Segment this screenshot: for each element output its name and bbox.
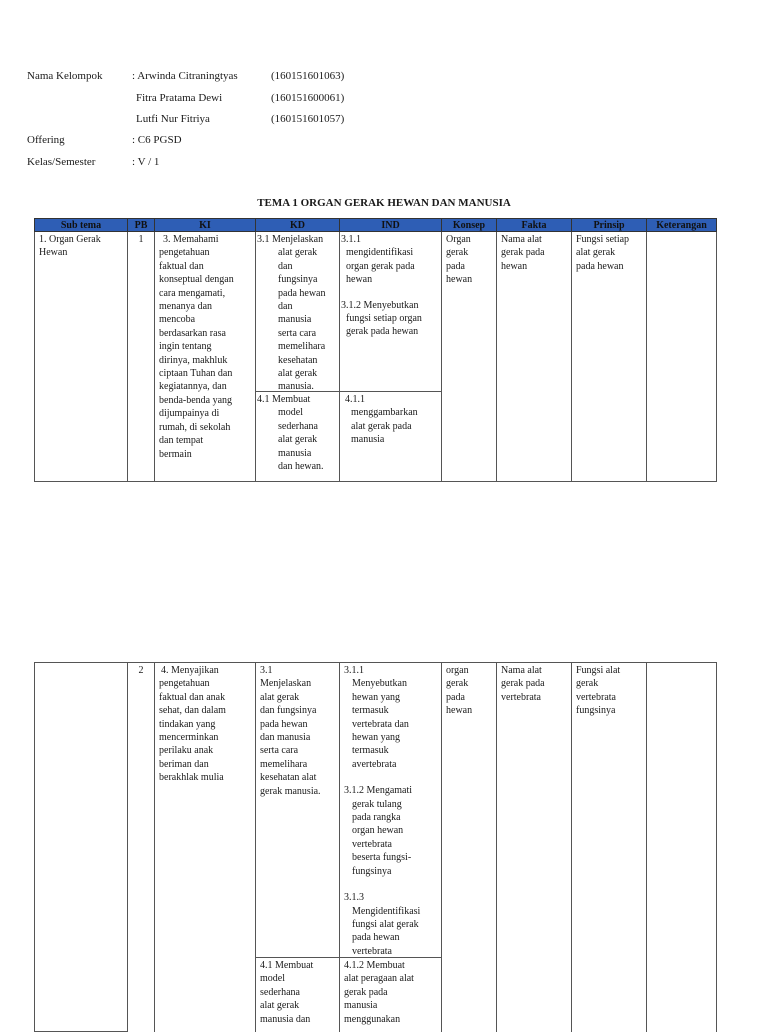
konsep-line: Organ [446,234,471,245]
pb-text: 2 [138,665,144,676]
ki-line: beriman dan [159,758,209,770]
cell-keterangan [647,662,717,1032]
ind-line: menggunakan [344,1013,401,1025]
prinsip-line: gerak [576,678,599,690]
ind-line: 4.1.2 Membuat [344,960,405,971]
header-ind: IND [340,218,442,232]
ind-line: termasuk [352,705,389,717]
header-prinsip: Prinsip [572,218,647,232]
ind-line: alat peragaan alat [344,973,414,985]
cell-kd-3-1 [256,662,340,958]
header-kd: KD [256,218,340,232]
ind-line: gerak pada hewan [346,326,419,338]
cell-ind-4 [340,392,442,482]
kd-line: memelihara [260,758,308,770]
ki-line: mencerminkan [159,732,219,744]
cell-kd-3-1 [256,232,340,392]
subtema-text: 1. Organ Gerak Hewan [39,234,101,259]
ind-line: alat gerak pada [351,420,412,432]
kd-line: manusia [278,447,312,459]
ind-line: organ gerak pada [346,260,415,272]
ki-line: benda-benda yang [159,394,233,406]
ki-line: berdasarkan rasa [159,327,226,339]
kd-line: 3.1 [260,665,273,676]
kd-line: pada hewan [278,287,326,299]
ind-line: termasuk [352,745,389,757]
fakta-line: gerak pada [501,247,545,259]
kd-line: manusia dan [260,1013,311,1025]
member-name: : Arwinda Citraningtyas [132,70,238,82]
header-ki: KI [155,218,256,232]
cell-fakta [497,662,572,1032]
ind-line: gerak tulang [352,798,402,810]
cell-prinsip [572,232,647,482]
ki-line: menanya dan [159,301,213,313]
ind-line: mengidentifikasi [346,247,414,259]
member-nim: (160151600061) [271,92,345,104]
member-name: Fitra Pratama Dewi [136,92,223,104]
ki-line: faktual dan anak [159,691,226,703]
kd-line: dan hewan. [278,461,324,473]
ind-line: pada hewan [352,932,400,944]
kd-line: dan fungsinya [260,705,317,717]
cell-kd-4-1 [256,958,340,1032]
kd-line: serta cara [278,327,317,339]
kd-line: manusia [278,314,312,326]
konsep-line: hewan [446,705,473,717]
offering-label: Offering [27,134,65,146]
offering-value: : C6 PGSD [132,134,182,146]
kd-line: gerak manusia. [260,785,321,797]
kelas-semester-label: Kelas/Semester [27,156,96,168]
ki-line: sehat, dan dalam [159,705,226,717]
prinsip-line: fungsinya [576,705,616,717]
ind-line: Menyebutkan [352,678,407,690]
ind-line: hewan [346,274,373,286]
kd-line: model [260,973,285,985]
ki-line: dijumpainya di [159,408,220,420]
kd-line: 4.1 Membuat [257,394,311,405]
cell-prinsip [572,662,647,1032]
document-title: TEMA 1 ORGAN GERAK HEWAN DAN MANUSIA [257,197,511,209]
ind-line: Mengidentifikasi [352,905,421,917]
ki-line: kegiatannya, dan [159,381,227,393]
kd-line: alat gerak [260,1000,300,1012]
kd-line: manusia. [278,381,314,392]
ind-line: fungsi setiap organ [346,313,422,325]
ind-line: pada rangka [352,812,401,824]
cell-ki [155,232,256,482]
fakta-line: vertebrata [501,691,541,703]
ki-line: ciptaan Tuhan dan [159,368,233,380]
kd-line: Menjelaskan [260,678,312,690]
ind-line: 3.1.3 [344,892,364,904]
ind-line: 3.1.2 Menyebutkan [341,299,419,311]
ki-line: perilaku anak [159,745,214,757]
header-keterangan: Keterangan [647,218,717,232]
prinsip-line: vertebrata [576,691,616,703]
konsep-line: gerak [446,678,469,690]
fakta-line: hewan [501,260,528,272]
kd-line: alat gerak [278,368,318,380]
ind-line: hewan yang [352,691,401,703]
ki-line: mencoba [159,314,196,326]
ki-line: bermain [159,448,192,460]
prinsip-line: alat gerak [576,247,616,259]
ind-line: 3.1.2 Mengamati [344,785,413,797]
kd-line: model [278,407,303,419]
ki-line: pengetahuan [159,678,210,690]
kd-line: dan [278,260,293,272]
cell-konsep [442,232,497,482]
cell-ki [155,662,256,1032]
ind-line: hewan yang [352,732,401,744]
ind-line: vertebrata [352,945,392,957]
ki-line: berakhlak mulia [159,772,224,784]
header-pb: PB [128,218,155,232]
ind-line: 3.1.1 [341,234,361,245]
konsep-line: pada [446,260,465,272]
kd-line: kesehatan [278,354,318,366]
cell-ind-3 [340,232,442,392]
ind-line: menggambarkan [351,407,418,419]
member-nim: (160151601057) [271,113,345,125]
prinsip-line: Fungsi alat [576,665,621,676]
ind-line: gerak pada [344,986,388,998]
cell-keterangan [647,232,717,482]
prinsip-line: pada hewan [576,260,624,272]
ki-line: pengetahuan [159,247,210,259]
ki-line: cara mengamati, [159,287,226,299]
kd-line: alat gerak [278,434,318,446]
kd-line: alat gerak [260,691,300,703]
konsep-line: organ [446,665,469,676]
kd-line: alat gerak [278,247,318,259]
cell-ind-3 [340,662,442,958]
ind-line: vertebrata [352,838,392,850]
fakta-line: Nama alat [501,234,542,245]
ind-line: fungsinya [352,865,392,877]
header-subtema: Sub tema [34,218,128,232]
header-fakta: Fakta [497,218,572,232]
ind-line: organ hewan [352,825,404,837]
kd-line: sederhana [278,420,318,432]
prinsip-line: Fungsi setiap [576,234,630,245]
cell-konsep [442,662,497,1032]
ki-line: konseptual dengan [159,274,234,286]
kd-line: 4.1 Membuat [260,960,314,971]
kd-line: dan manusia [260,732,311,744]
ind-line: vertebrata dan [352,718,409,730]
cell-pb [128,662,155,1032]
fakta-line: gerak pada [501,678,545,690]
kd-line: pada hewan [260,718,308,730]
kd-line: sederhana [260,986,300,998]
kd-line: memelihara [278,341,326,353]
header-konsep: Konsep [442,218,497,232]
member-name: Lutfi Nur Fitriya [136,113,210,125]
ki-line: 3. Memahami [163,234,219,245]
ki-line: dirinya, makhluk [159,354,228,366]
cell-subtema [34,232,128,482]
ind-line: avertebrata [352,758,397,770]
ind-line: manusia [351,434,385,446]
pb-text: 1 [138,234,144,245]
ind-line: fungsi alat gerak [352,918,419,930]
konsep-line: pada [446,691,465,703]
ki-line: 4. Menyajikan [161,665,219,676]
konsep-line: gerak [446,247,469,259]
ind-line: 3.1.1 [344,665,364,676]
ki-line: ingin tentang [159,341,212,353]
ki-line: tindakan yang [159,718,216,730]
kd-line: fungsinya [278,274,318,286]
cell-ind-4 [340,958,442,1032]
nama-kelompok-label: Nama Kelompok [27,70,103,82]
ki-line: faktual dan [159,260,204,272]
cell-kd-4-1 [256,392,340,482]
ki-line: rumah, di sekolah [159,421,231,433]
kd-line: dan [278,301,293,313]
member-nim: (160151601063) [271,70,345,82]
kd-line: serta cara [260,745,299,757]
ind-line: 4.1.1 [345,394,365,405]
kelas-semester-value: : V / 1 [132,156,160,168]
konsep-line: hewan [446,274,473,286]
cell-subtema [34,662,128,1032]
cell-fakta [497,232,572,482]
ind-line: beserta fungsi- [352,852,412,864]
ind-line: manusia [344,1000,378,1012]
fakta-line: Nama alat [501,665,542,676]
ki-line: dan tempat [159,435,204,447]
cell-pb [128,232,155,482]
kd-line: kesehatan alat [260,772,317,784]
kd-line: 3.1 Menjelaskan [257,234,324,245]
